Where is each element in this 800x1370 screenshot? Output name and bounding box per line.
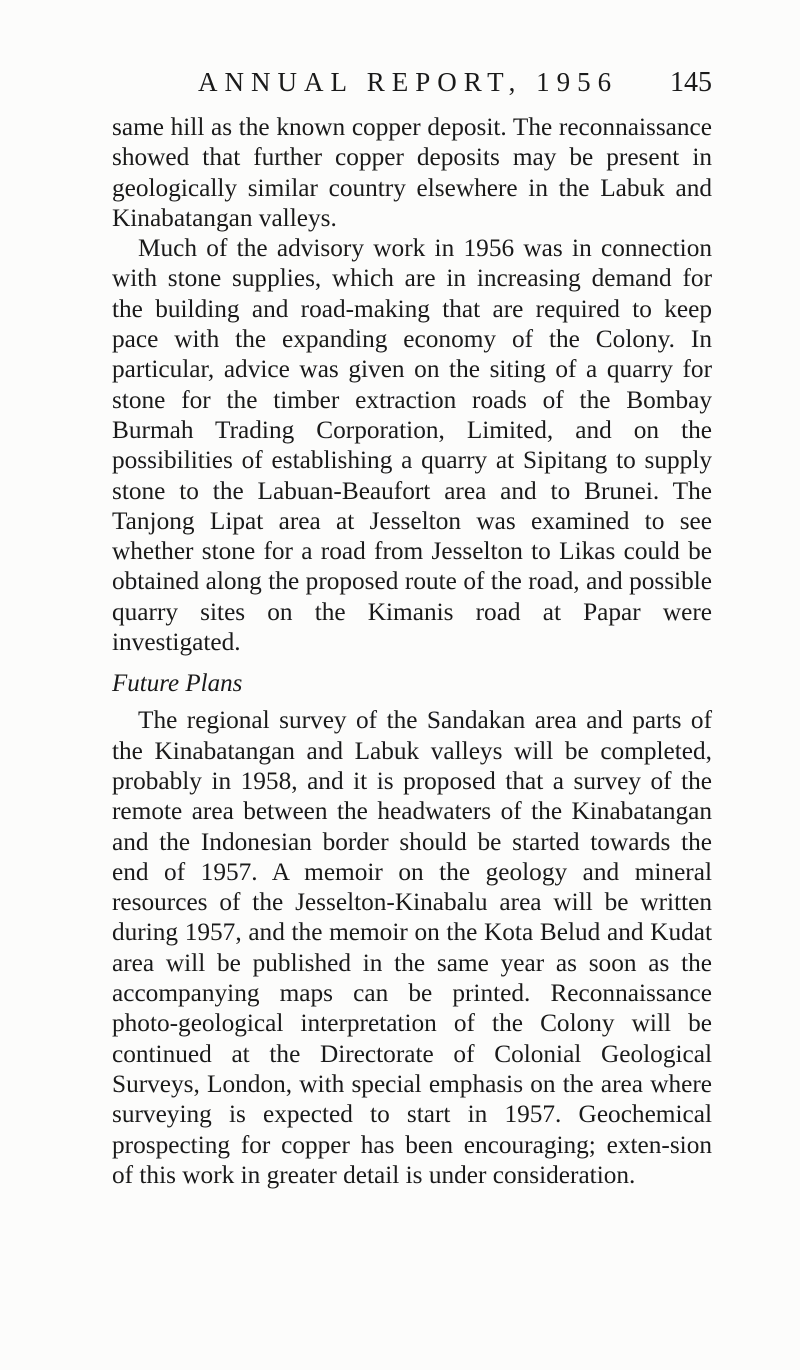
paragraph-continuation: same hill as the known copper deposit. The reconnaissance showed that further copper deposits may be present in geologically similar country elsewhere in the Labuk and Kinabatangan valleys. [112,113,712,232]
page-number: 145 [670,67,712,98]
running-head [198,66,712,106]
running-title: ANNUAL REPORT, 1956 [198,67,619,97]
body-text [112,112,712,1190]
paragraph-advisory-work: Much of the advisory work in 1956 was in connection with stone supplies, which are in increasing demand for the building and road-making that are required to keep pace with the expanding economy of the Colony. In particular, advice was given on the siting of a quarry for stone for the timber extraction roads of the Bombay Burmah Trading Corporation, Limited, and on the possibilities of establishing a quarry at Sipitang to supply stone to the Labuan-Beaufort area and to Brunei. The Tanjong Lipat area at Jesselton was examined to see whether stone for a road from Jesselton to Likas could be obtained along the proposed route of the road, and possible quarry sites on the Kimanis road at Papar were investigated. [112,234,712,657]
paragraph-future-plans: The regional survey of the Sandakan area and parts of the Kinabatangan and Labuk valleys will be completed, probably in 1958, and it is proposed that a survey of the remote area between the headwaters of the Kinabatangan and the Indonesian border should be started towards the end of 1957. A memoir on the geology and mineral resources of the Jesselton-Kinabalu area will be written during 1957, and the memoir on the Kota Belud and Kudat area will be published in the same year as soon as the accompanying maps can be printed. Reconnaissance photo-geological interpretation of the Colony will be continued at the Directorate of Colonial Geological Surveys, London, with special emphasis on the area where surveying is expected to start in 1957. Geochemical prospecting for copper has been encouraging; exten-sion of this work in greater detail is under consideration. [112,706,712,1189]
section-heading-future-plans: Future Plans [112,670,243,698]
